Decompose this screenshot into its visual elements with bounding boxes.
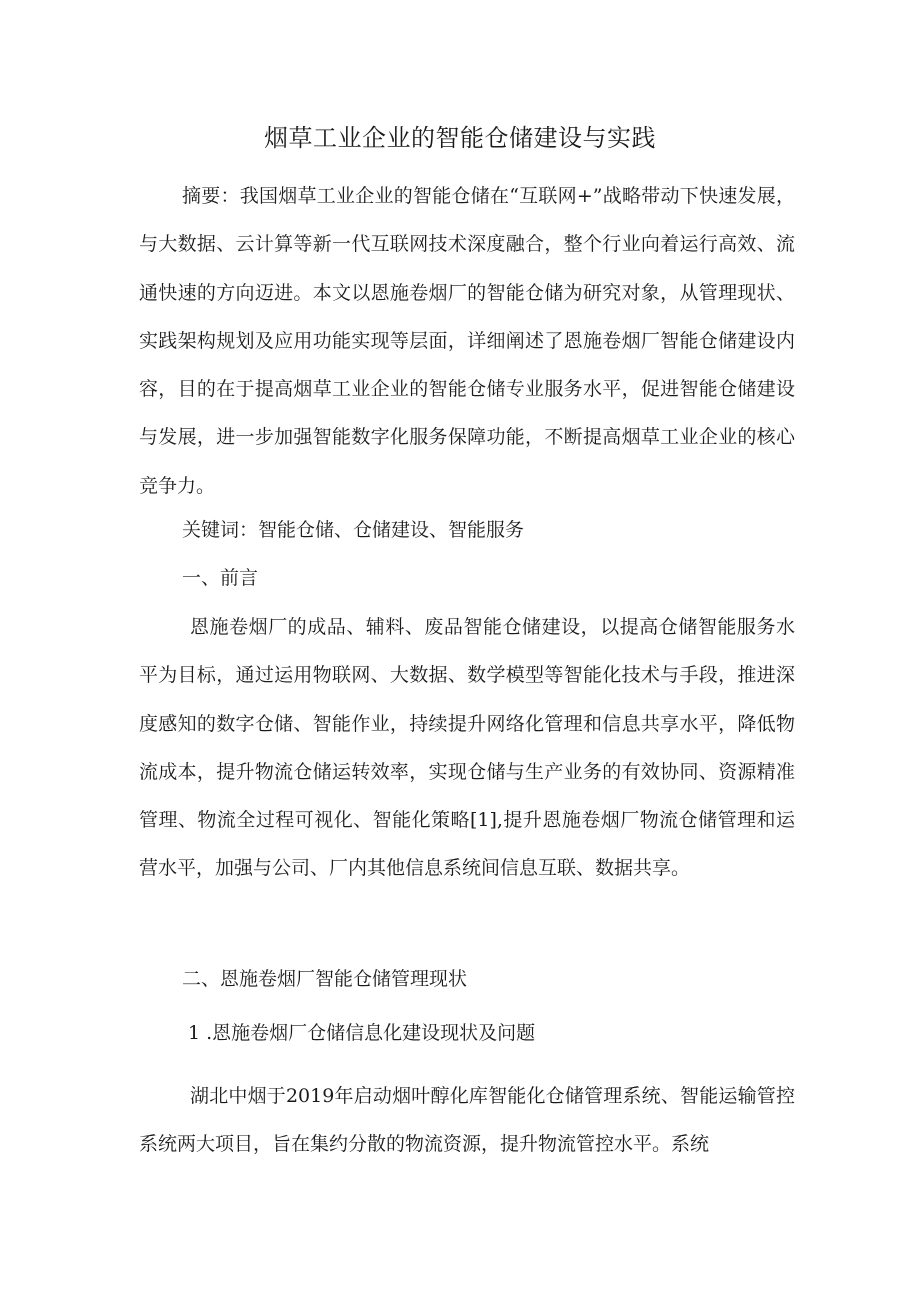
status-paragraph: 湖北中烟于2019年启动烟叶醇化库智能化仓储管理系统、智能运输管控系统两大项目，旨在集约分散的物流资源，提升物流管控水平。系统 [139, 1085, 795, 1156]
section-heading-status: 二、恩施卷烟厂智能仓储管理现状 [182, 968, 468, 990]
document-title: 烟草工业企业的智能仓储建设与实践 [264, 124, 656, 152]
section-heading-preface: 一、前言 [182, 567, 259, 589]
preface-paragraph: 恩施卷烟厂的成品、辅料、废品智能仓储建设，以提高仓储智能服务水平为目标，通过运用物联网、大数据、数学模型等智能化技术与手段，推进深度感知的数字仓储、智能作业，持续提升网络化管理和信息共享水平，降低物流成本，提升物流仓储运转效率，实现仓储与生产业务的有效协同、资源精准管理、物流全过程可视化、智能化策略[1],提升恩施卷烟厂物流仓储管理和运营水平，加强与公司、厂内其他信息系统间信息互联、数据共享。 [139, 616, 795, 880]
keywords-line: 关键词：智能仓储、仓储建设、智能服务 [182, 519, 525, 541]
abstract-paragraph: 摘要：我国烟草工业企业的智能仓储在“互联网+”战略带动下快速发展，与大数据、云计算等新一代互联网技术深度融合，整个行业向着运行高效、流通快速的方向迈进。本文以恩施卷烟厂的智能仓储为研究对象，从管理现状、实践架构规划及应用功能实现等层面，详细阐述了恩施卷烟厂智能仓储建设内容，目的在于提高烟草工业企业的智能仓储专业服务水平，促进智能仓储建设与发展，进一步加强智能数字化服务保障功能，不断提高烟草工业企业的核心竞争力。 [139, 185, 795, 497]
subsection-heading-status: 1 .恩施卷烟厂仓储信息化建设现状及问题 [188, 1022, 536, 1044]
